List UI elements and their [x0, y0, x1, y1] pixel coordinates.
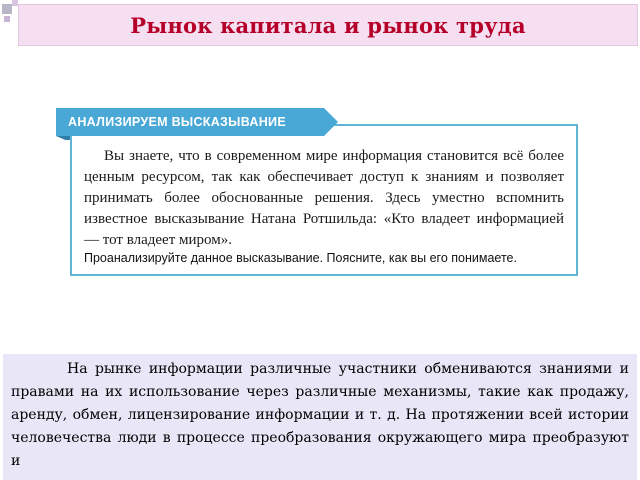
book-task-text: Проанализируйте данное высказывание. Поясните, как вы его понимаете. — [84, 251, 517, 265]
slide-title-bar — [18, 4, 638, 46]
decor-square — [4, 16, 10, 22]
book-excerpt-header-label: АНАЛИЗИРУЕМ ВЫСКАЗЫВАНИЕ — [68, 115, 286, 129]
corner-decoration — [0, 0, 18, 40]
info-panel-text: На рынке информации различные участники обмениваются знаниями и правами на их использование через различные механизмы, такие как продажу, аренду, обмен, лицензирование информации и т. д. На протяжении всей истории человечества люди в процессе преобразования окружающего мира преобразуют и — [11, 361, 629, 469]
book-excerpt-header — [56, 108, 338, 140]
slide-title: Рынок капитала и рынок труда — [130, 12, 526, 38]
decor-square — [2, 4, 12, 14]
info-panel — [3, 354, 637, 480]
book-quote-text: Вы знаете, что в современном мире информация становится всё более ценным ресурсом, так как обеспечивает доступ к знаниям и позволяет принимать более обоснованные решения. Здесь уместно вспомнить известное высказывание Натана Ротшильда: «Кто владеет информацией — тот владеет миром». — [84, 148, 564, 248]
